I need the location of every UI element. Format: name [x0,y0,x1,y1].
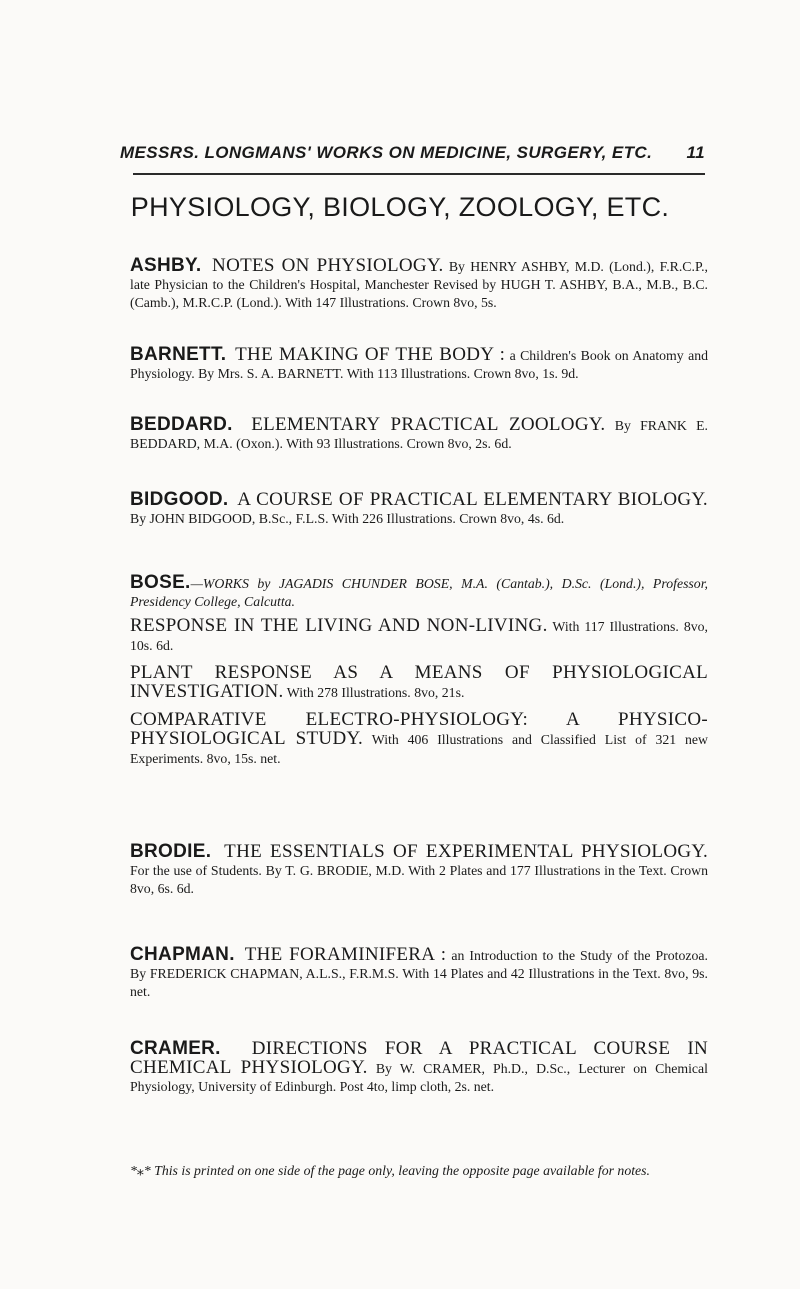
entry-cramer [130,1040,708,1097]
entry-author: BARNETT. [130,344,227,365]
entry-author: BEDDARD. [130,414,233,435]
entry-intro: —WORKS by JAGADIS CHUNDER BOSE, M.A. (Cantab.), D.Sc. (Lond.), Professor, Presidency College, Calcutta. [130,576,708,610]
entry-barnett [130,346,708,383]
running-title: MESSRS. LONGMANS' WORKS ON MEDICINE, SURGERY, ETC. [120,143,653,162]
entry-bidgood [130,491,708,528]
entry-author: CHAPMAN. [130,944,235,965]
entry-title: NOTES ON PHYSIOLOGY. [212,255,444,276]
work-details: With 406 Illustrations and Classified List of 321 new Experiments. 8vo, 15s. net. [130,732,709,766]
bose-work [130,617,708,654]
entry-title: THE FORAMINIFERA : [244,944,447,965]
running-head [120,143,705,163]
entry-bose [130,574,708,768]
entry-ashby [130,257,708,313]
entry-details: a Children's Book on Anatomy and Physiology. By Mrs. S. A. BARNETT. With 113 Illustrations. Crown 8vo, 1s. 9d. [130,348,709,382]
entry-title: DIRECTIONS FOR A PRACTICAL COURSE IN CHEMICAL PHYSIOLOGY. [130,1038,708,1079]
entry-title: A COURSE OF PRACTICAL ELEMENTARY BIOLOGY. [237,489,708,510]
entry-title: THE ESSENTIALS OF EXPERIMENTAL PHYSIOLOGY. [224,841,708,862]
entry-details: an Introduction to the Study of the Protozoa. By FREDERICK CHAPMAN, A.L.S., F.R.M.S. With 14 Plates and 42 Illustrations in the Text. 8vo, 9s. net. [130,948,709,1000]
bose-work [130,711,708,768]
footnote: *⁎* This is printed on one side of the page only, leaving the opposite page available for notes. [130,1163,651,1178]
page-number: 11 [686,143,705,162]
entry-details: For the use of Students. By T. G. BRODIE, M.D. With 2 Plates and 177 Illustrations in the Text. Crown 8vo, 6s. 6d. [130,863,708,897]
entry-brodie [130,843,708,899]
entry-author: ASHBY. [130,255,202,276]
work-title: RESPONSE IN THE LIVING AND NON-LIVING. [130,615,548,637]
header-rule [133,173,705,175]
entry-details: By JOHN BIDGOOD, B.Sc., F.L.S. With 226 Illustrations. Crown 8vo, 4s. 6d. [130,511,565,527]
entry-details: By HENRY ASHBY, M.D. (Lond.), F.R.C.P., late Physician to the Children's Hospital, Manchester Revised by HUGH T. ASHBY, B.A., M.B., B.C. (Camb.), M.R.C.P. (Lond.). With 147 Illustrations. Crown 8vo, 5s. [130,259,708,311]
section-title: PHYSIOLOGY, BIOLOGY, ZOOLOGY, ETC. [130,192,670,222]
work-title: COMPARATIVE ELECTRO-PHYSIOLOGY: A PHYSICO-PHYSIOLOGICAL STUDY. [130,709,708,750]
work-details: With 117 Illustrations. 8vo, 10s. 6d. [130,619,708,653]
entry-beddard [130,416,708,453]
entry-details: By W. CRAMER, Ph.D., D.Sc., Lecturer on Chemical Physiology, University of Edinburgh. Post 4to, limp cloth, 2s. net. [130,1061,709,1095]
entry-author: BIDGOOD. [130,489,229,510]
entry-details: By FRANK E. BEDDARD, M.A. (Oxon.). With 93 Illustrations. Crown 8vo, 2s. 6d. [130,418,708,452]
entry-author: BRODIE. [130,841,212,862]
bose-work [130,661,708,703]
entry-author: BOSE. [130,572,191,593]
entry-author: CRAMER. [130,1038,221,1059]
work-title: PLANT RESPONSE AS A MEANS OF PHYSIOLOGICAL INVESTIGATION. [130,661,708,703]
entry-title: THE MAKING OF THE BODY : [235,344,506,365]
entry-title: ELEMENTARY PRACTICAL ZOOLOGY. [251,414,606,435]
work-details: With 278 Illustrations. 8vo, 21s. [286,685,465,701]
entry-chapman [130,946,708,1002]
